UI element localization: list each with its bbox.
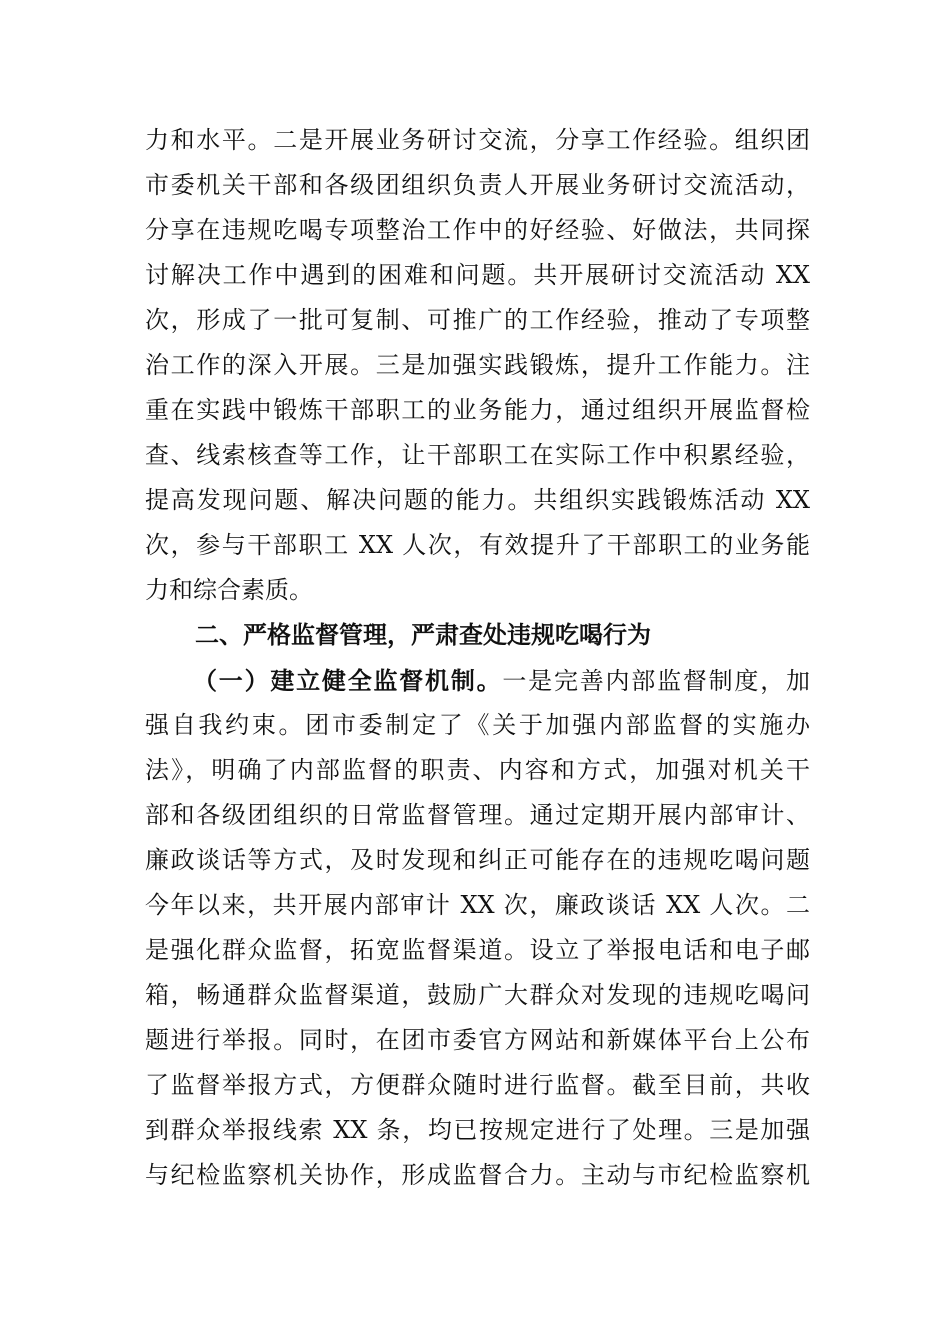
text-line: 法》，明确了内部监督的职责、内容和方式，加强对机关干 bbox=[145, 756, 810, 784]
text-line: 力和综合素质。 bbox=[145, 576, 313, 604]
paragraph-first-line bbox=[145, 658, 810, 703]
text-line: 次，形成了一批可复制、可推广的工作经验，推动了专项整 bbox=[145, 306, 810, 334]
paragraph-1 bbox=[145, 118, 810, 613]
text-line: 了监督举报方式，方便群众随时进行监督。截至目前，共收 bbox=[145, 1071, 810, 1099]
text-line: 次，参与干部职工 XX 人次，有效提升了干部职工的业务能 bbox=[145, 531, 810, 559]
text-run: 一是完善内部监督制度，加 bbox=[502, 667, 810, 695]
text-line: 题进行举报。同时，在团市委官方网站和新媒体平台上公布 bbox=[145, 1026, 810, 1054]
text-line: 与纪检监察机关协作，形成监督合力。主动与市纪检监察机 bbox=[145, 1161, 810, 1189]
text-line: 今年以来，共开展内部审计 XX 次，廉政谈话 XX 人次。二 bbox=[145, 891, 810, 919]
paragraph-2 bbox=[145, 658, 810, 1198]
section-heading: 二、严格监督管理，严肃查处违规吃喝行为 bbox=[195, 621, 651, 649]
text-line: 廉政谈话等方式，及时发现和纠正可能存在的违规吃喝问题 bbox=[145, 846, 810, 874]
text-line: 强自我约束。团市委制定了《关于加强内部监督的实施办 bbox=[145, 711, 810, 739]
text-line: 市委机关干部和各级团组织负责人开展业务研讨交流活动， bbox=[145, 171, 810, 199]
text-line: 箱，畅通群众监督渠道，鼓励广大群众对发现的违规吃喝问 bbox=[145, 981, 810, 1009]
text-line: 到群众举报线索 XX 条，均已按规定进行了处理。三是加强 bbox=[145, 1116, 810, 1144]
text-line: 重在实践中锻炼干部职工的业务能力，通过组织开展监督检 bbox=[145, 396, 810, 424]
text-line: 治工作的深入开展。三是加强实践锻炼，提升工作能力。注 bbox=[145, 351, 810, 379]
text-line: 是强化群众监督，拓宽监督渠道。设立了举报电话和电子邮 bbox=[145, 936, 810, 964]
document-body bbox=[145, 118, 810, 1198]
subsection-title: （一）建立健全监督机制。 bbox=[193, 666, 503, 695]
text-line: 讨解决工作中遇到的困难和问题。共开展研讨交流活动 XX bbox=[145, 261, 810, 289]
text-line: 力和水平。二是开展业务研讨交流，分享工作经验。组织团 bbox=[145, 126, 810, 154]
text-line: 提高发现问题、解决问题的能力。共组织实践锻炼活动 XX bbox=[145, 486, 810, 514]
text-line: 部和各级团组织的日常监督管理。通过定期开展内部审计、 bbox=[145, 801, 810, 829]
text-line: 查、线索核查等工作，让干部职工在实际工作中积累经验， bbox=[145, 441, 810, 469]
text-line: 分享在违规吃喝专项整治工作中的好经验、好做法，共同探 bbox=[145, 216, 810, 244]
